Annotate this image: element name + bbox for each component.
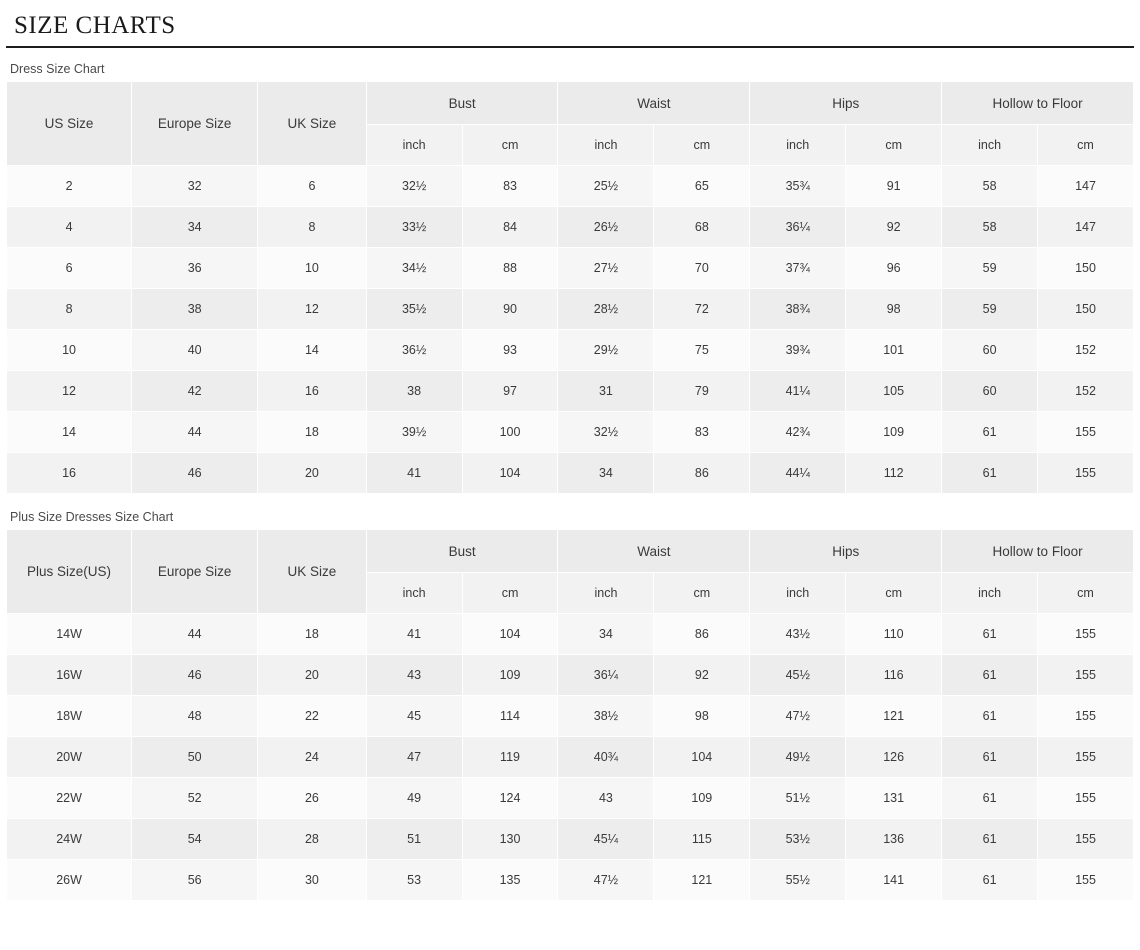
- cell-hollow-cm: 155: [1038, 614, 1134, 655]
- cell-hips-cm: 131: [846, 778, 942, 819]
- cell-hips-cm: 91: [846, 166, 942, 207]
- cell-hips-inch: 37¾: [750, 248, 846, 289]
- unit-header-bust-inch: inch: [366, 573, 462, 614]
- cell-waist-cm: 70: [654, 248, 750, 289]
- cell-hips-cm: 126: [846, 737, 942, 778]
- cell-hips-inch: 39¾: [750, 330, 846, 371]
- table-row: [7, 330, 1134, 371]
- cell-bust-cm: 84: [462, 207, 558, 248]
- cell-bust-cm: 93: [462, 330, 558, 371]
- table-row: [7, 412, 1134, 453]
- unit-header-bust-cm: cm: [462, 573, 558, 614]
- unit-header-bust-inch: inch: [366, 125, 462, 166]
- cell-waist-inch: 40¾: [558, 737, 654, 778]
- unit-header-hollow-cm: cm: [1038, 573, 1134, 614]
- title-divider: [6, 46, 1134, 48]
- cell-waist-cm: 86: [654, 453, 750, 494]
- cell-hips-inch: 47½: [750, 696, 846, 737]
- cell-bust-inch: 47: [366, 737, 462, 778]
- cell-waist-inch: 43: [558, 778, 654, 819]
- cell-waist-cm: 98: [654, 696, 750, 737]
- cell-uk-size: 20: [258, 453, 366, 494]
- cell-hollow-inch: 61: [942, 737, 1038, 778]
- column-header-hollow-to-floor: Hollow to Floor: [942, 530, 1134, 573]
- cell-hollow-cm: 155: [1038, 696, 1134, 737]
- cell-waist-cm: 109: [654, 778, 750, 819]
- cell-us-size: 10: [7, 330, 132, 371]
- cell-hips-cm: 105: [846, 371, 942, 412]
- column-header-waist: Waist: [558, 530, 750, 573]
- cell-bust-inch: 41: [366, 453, 462, 494]
- cell-hollow-inch: 58: [942, 166, 1038, 207]
- cell-plus-size-us: 16W: [7, 655, 132, 696]
- cell-uk-size: 18: [258, 614, 366, 655]
- table-row: [7, 778, 1134, 819]
- cell-bust-cm: 100: [462, 412, 558, 453]
- cell-hips-cm: 112: [846, 453, 942, 494]
- cell-uk-size: 18: [258, 412, 366, 453]
- cell-hips-cm: 121: [846, 696, 942, 737]
- cell-bust-cm: 104: [462, 453, 558, 494]
- cell-hips-cm: 141: [846, 860, 942, 901]
- table-header-row: [7, 530, 1134, 573]
- table-row: [7, 166, 1134, 207]
- cell-waist-inch: 38½: [558, 696, 654, 737]
- cell-hollow-inch: 61: [942, 614, 1038, 655]
- table-row: [7, 614, 1134, 655]
- cell-bust-inch: 51: [366, 819, 462, 860]
- cell-hips-inch: 45½: [750, 655, 846, 696]
- cell-plus-size-us: 14W: [7, 614, 132, 655]
- cell-bust-inch: 33½: [366, 207, 462, 248]
- table-row: [7, 737, 1134, 778]
- table-row: [7, 655, 1134, 696]
- table-row: [7, 453, 1134, 494]
- cell-waist-inch: 27½: [558, 248, 654, 289]
- cell-hollow-cm: 155: [1038, 655, 1134, 696]
- cell-waist-inch: 34: [558, 453, 654, 494]
- cell-plus-size-us: 24W: [7, 819, 132, 860]
- cell-hips-inch: 36¼: [750, 207, 846, 248]
- cell-hips-cm: 96: [846, 248, 942, 289]
- cell-plus-size-us: 20W: [7, 737, 132, 778]
- cell-hips-inch: 53½: [750, 819, 846, 860]
- cell-hollow-inch: 61: [942, 860, 1038, 901]
- cell-europe-size: 34: [132, 207, 258, 248]
- cell-bust-inch: 41: [366, 614, 462, 655]
- unit-header-hips-cm: cm: [846, 573, 942, 614]
- cell-hollow-inch: 60: [942, 330, 1038, 371]
- cell-uk-size: 26: [258, 778, 366, 819]
- table-row: [7, 371, 1134, 412]
- cell-us-size: 6: [7, 248, 132, 289]
- cell-bust-inch: 39½: [366, 412, 462, 453]
- cell-us-size: 4: [7, 207, 132, 248]
- column-header-uk-size: UK Size: [258, 530, 366, 614]
- cell-europe-size: 38: [132, 289, 258, 330]
- cell-hollow-cm: 155: [1038, 412, 1134, 453]
- unit-header-hollow-inch: inch: [942, 125, 1038, 166]
- cell-waist-cm: 104: [654, 737, 750, 778]
- cell-hollow-cm: 150: [1038, 248, 1134, 289]
- cell-waist-inch: 28½: [558, 289, 654, 330]
- cell-waist-inch: 34: [558, 614, 654, 655]
- column-header-bust: Bust: [366, 82, 558, 125]
- cell-hollow-cm: 155: [1038, 737, 1134, 778]
- table-row: [7, 819, 1134, 860]
- cell-uk-size: 8: [258, 207, 366, 248]
- cell-hollow-inch: 61: [942, 696, 1038, 737]
- cell-waist-cm: 72: [654, 289, 750, 330]
- cell-plus-size-us: 26W: [7, 860, 132, 901]
- cell-hips-inch: 42¾: [750, 412, 846, 453]
- cell-hips-inch: 49½: [750, 737, 846, 778]
- cell-hips-inch: 38¾: [750, 289, 846, 330]
- cell-waist-cm: 86: [654, 614, 750, 655]
- cell-europe-size: 44: [132, 614, 258, 655]
- cell-waist-cm: 92: [654, 655, 750, 696]
- cell-waist-cm: 65: [654, 166, 750, 207]
- table-row: [7, 696, 1134, 737]
- cell-bust-cm: 88: [462, 248, 558, 289]
- cell-hips-inch: 41¼: [750, 371, 846, 412]
- cell-hollow-inch: 60: [942, 371, 1038, 412]
- table-header-row: [7, 82, 1134, 125]
- cell-waist-inch: 25½: [558, 166, 654, 207]
- cell-uk-size: 16: [258, 371, 366, 412]
- cell-bust-cm: 135: [462, 860, 558, 901]
- cell-bust-cm: 109: [462, 655, 558, 696]
- column-header-bust: Bust: [366, 530, 558, 573]
- cell-europe-size: 42: [132, 371, 258, 412]
- page-title: SIZE CHARTS: [14, 12, 176, 39]
- cell-bust-inch: 43: [366, 655, 462, 696]
- cell-uk-size: 14: [258, 330, 366, 371]
- cell-bust-inch: 35½: [366, 289, 462, 330]
- cell-hips-cm: 92: [846, 207, 942, 248]
- cell-europe-size: 40: [132, 330, 258, 371]
- column-header-hips: Hips: [750, 530, 942, 573]
- cell-bust-inch: 38: [366, 371, 462, 412]
- cell-hips-cm: 98: [846, 289, 942, 330]
- cell-hollow-cm: 155: [1038, 819, 1134, 860]
- cell-plus-size-us: 22W: [7, 778, 132, 819]
- cell-bust-cm: 130: [462, 819, 558, 860]
- cell-hips-cm: 116: [846, 655, 942, 696]
- cell-hollow-inch: 61: [942, 778, 1038, 819]
- unit-header-hips-cm: cm: [846, 125, 942, 166]
- cell-hollow-cm: 155: [1038, 860, 1134, 901]
- cell-waist-cm: 68: [654, 207, 750, 248]
- cell-bust-inch: 32½: [366, 166, 462, 207]
- column-header-plus-size-us: Plus Size(US): [7, 530, 132, 614]
- cell-hollow-inch: 58: [942, 207, 1038, 248]
- cell-bust-cm: 124: [462, 778, 558, 819]
- cell-bust-cm: 114: [462, 696, 558, 737]
- cell-waist-inch: 47½: [558, 860, 654, 901]
- cell-europe-size: 54: [132, 819, 258, 860]
- cell-us-size: 16: [7, 453, 132, 494]
- cell-europe-size: 56: [132, 860, 258, 901]
- page-bottom-spacer: [0, 906, 1140, 950]
- column-header-europe-size: Europe Size: [132, 82, 258, 166]
- cell-uk-size: 22: [258, 696, 366, 737]
- cell-waist-cm: 121: [654, 860, 750, 901]
- cell-waist-inch: 45¼: [558, 819, 654, 860]
- cell-bust-cm: 90: [462, 289, 558, 330]
- cell-bust-inch: 36½: [366, 330, 462, 371]
- cell-europe-size: 48: [132, 696, 258, 737]
- cell-hollow-inch: 61: [942, 453, 1038, 494]
- cell-bust-inch: 49: [366, 778, 462, 819]
- cell-hollow-cm: 155: [1038, 778, 1134, 819]
- table-row: [7, 860, 1134, 901]
- cell-hollow-cm: 155: [1038, 453, 1134, 494]
- cell-uk-size: 12: [258, 289, 366, 330]
- plus-size-chart-body: [7, 614, 1134, 901]
- unit-header-waist-cm: cm: [654, 573, 750, 614]
- plus-size-chart-table: [6, 529, 1134, 901]
- cell-us-size: 12: [7, 371, 132, 412]
- cell-waist-cm: 75: [654, 330, 750, 371]
- cell-hollow-inch: 59: [942, 289, 1038, 330]
- cell-bust-cm: 119: [462, 737, 558, 778]
- cell-hips-inch: 43½: [750, 614, 846, 655]
- column-header-hips: Hips: [750, 82, 942, 125]
- cell-hips-cm: 109: [846, 412, 942, 453]
- cell-bust-inch: 45: [366, 696, 462, 737]
- cell-europe-size: 52: [132, 778, 258, 819]
- cell-hollow-inch: 61: [942, 819, 1038, 860]
- unit-header-waist-cm: cm: [654, 125, 750, 166]
- cell-hollow-inch: 61: [942, 412, 1038, 453]
- cell-us-size: 14: [7, 412, 132, 453]
- column-header-europe-size: Europe Size: [132, 530, 258, 614]
- cell-waist-inch: 36¼: [558, 655, 654, 696]
- column-header-hollow-to-floor: Hollow to Floor: [942, 82, 1134, 125]
- table-row: [7, 248, 1134, 289]
- cell-hollow-inch: 59: [942, 248, 1038, 289]
- cell-waist-inch: 31: [558, 371, 654, 412]
- dress-size-chart-label: Dress Size Chart: [10, 62, 105, 76]
- cell-hollow-cm: 147: [1038, 166, 1134, 207]
- cell-europe-size: 44: [132, 412, 258, 453]
- cell-bust-cm: 104: [462, 614, 558, 655]
- cell-hips-cm: 136: [846, 819, 942, 860]
- unit-header-waist-inch: inch: [558, 125, 654, 166]
- cell-uk-size: 6: [258, 166, 366, 207]
- dress-size-chart-table: [6, 81, 1134, 494]
- cell-europe-size: 32: [132, 166, 258, 207]
- cell-waist-cm: 79: [654, 371, 750, 412]
- cell-waist-inch: 26½: [558, 207, 654, 248]
- table-row: [7, 289, 1134, 330]
- cell-waist-inch: 32½: [558, 412, 654, 453]
- plus-size-chart-label: Plus Size Dresses Size Chart: [10, 510, 174, 524]
- cell-hollow-inch: 61: [942, 655, 1038, 696]
- cell-us-size: 8: [7, 289, 132, 330]
- cell-waist-inch: 29½: [558, 330, 654, 371]
- cell-uk-size: 10: [258, 248, 366, 289]
- unit-header-hips-inch: inch: [750, 125, 846, 166]
- cell-hollow-cm: 152: [1038, 330, 1134, 371]
- unit-header-hollow-inch: inch: [942, 573, 1038, 614]
- cell-hips-cm: 110: [846, 614, 942, 655]
- cell-bust-cm: 97: [462, 371, 558, 412]
- column-header-us-size: US Size: [7, 82, 132, 166]
- cell-hollow-cm: 150: [1038, 289, 1134, 330]
- cell-us-size: 2: [7, 166, 132, 207]
- cell-hips-inch: 51½: [750, 778, 846, 819]
- column-header-uk-size: UK Size: [258, 82, 366, 166]
- cell-plus-size-us: 18W: [7, 696, 132, 737]
- cell-bust-cm: 83: [462, 166, 558, 207]
- cell-uk-size: 30: [258, 860, 366, 901]
- cell-uk-size: 20: [258, 655, 366, 696]
- cell-hips-inch: 35¾: [750, 166, 846, 207]
- cell-europe-size: 36: [132, 248, 258, 289]
- unit-header-bust-cm: cm: [462, 125, 558, 166]
- cell-uk-size: 28: [258, 819, 366, 860]
- unit-header-hollow-cm: cm: [1038, 125, 1134, 166]
- cell-europe-size: 46: [132, 453, 258, 494]
- unit-header-hips-inch: inch: [750, 573, 846, 614]
- cell-bust-inch: 34½: [366, 248, 462, 289]
- cell-uk-size: 24: [258, 737, 366, 778]
- cell-hollow-cm: 152: [1038, 371, 1134, 412]
- cell-hips-inch: 44¼: [750, 453, 846, 494]
- cell-bust-inch: 53: [366, 860, 462, 901]
- cell-waist-cm: 115: [654, 819, 750, 860]
- cell-hips-inch: 55½: [750, 860, 846, 901]
- table-row: [7, 207, 1134, 248]
- dress-size-chart-body: [7, 166, 1134, 494]
- cell-hips-cm: 101: [846, 330, 942, 371]
- unit-header-waist-inch: inch: [558, 573, 654, 614]
- cell-hollow-cm: 147: [1038, 207, 1134, 248]
- cell-waist-cm: 83: [654, 412, 750, 453]
- cell-europe-size: 50: [132, 737, 258, 778]
- column-header-waist: Waist: [558, 82, 750, 125]
- cell-europe-size: 46: [132, 655, 258, 696]
